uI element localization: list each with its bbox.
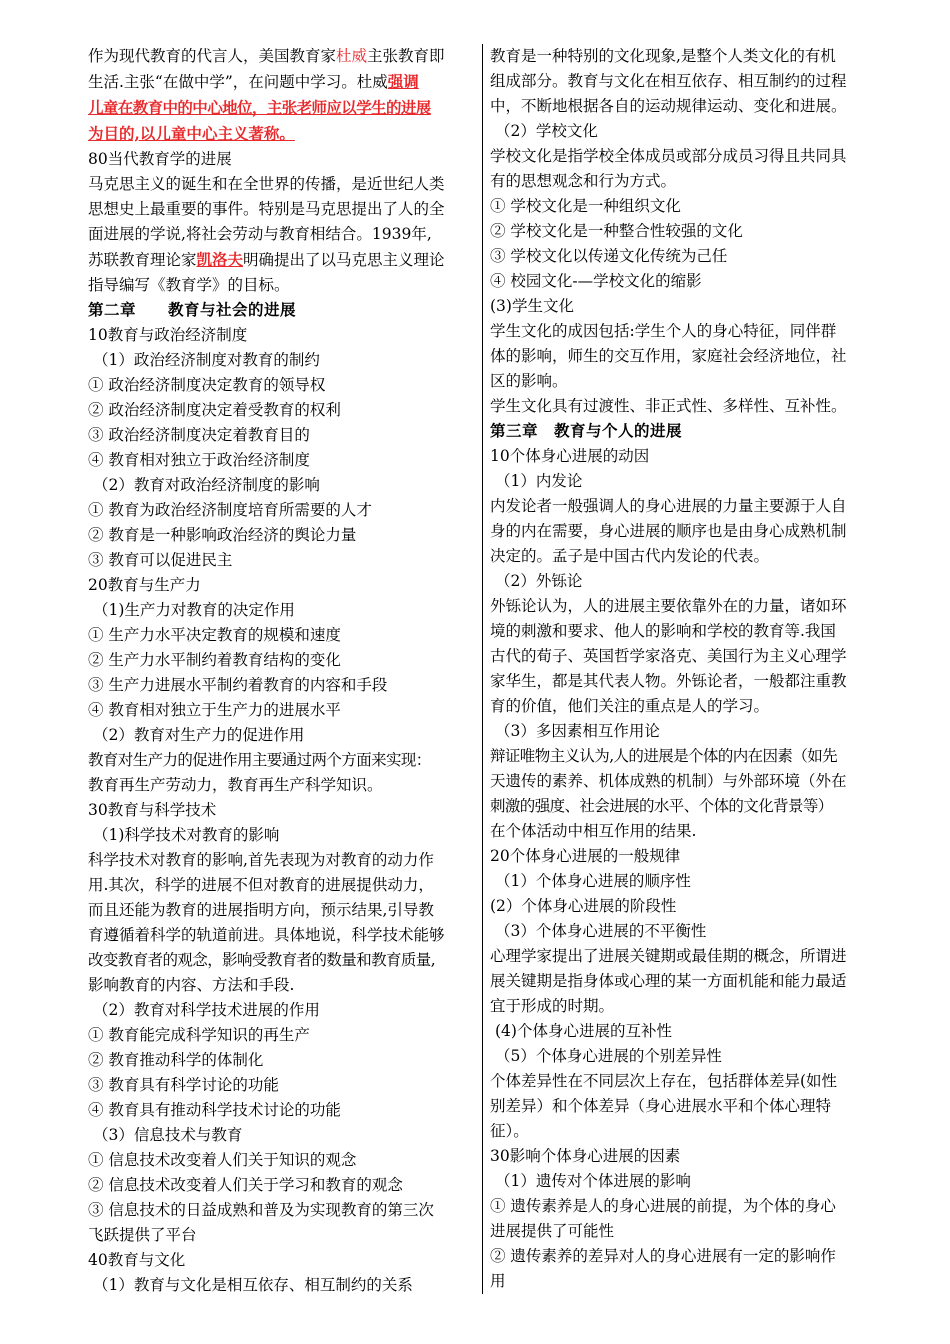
subsection-title: （1)科学技术对教育的影响: [93, 826, 280, 844]
text-line: 个体差异性在不同层次上存在，包括群体差异(如性: [490, 1072, 838, 1090]
text-line: 内发论者一般强调人的身心进展的力量主要源于人自: [490, 497, 847, 515]
section-title: 30教育与科学技术: [88, 801, 217, 819]
left-column: [88, 44, 475, 1298]
emphasis-text: 儿童在教育中的中心地位，主张老师应以学生的进展: [88, 98, 431, 117]
text-line: 辩证唯物主义认为,人的进展是个体的内在因素（如先: [490, 747, 838, 765]
text-line: 用.其次，科学的进展不但对教育的进展提供动力，: [88, 876, 434, 894]
text-line: 展关键期是指身体或心理的某一方面机能和能力最适: [490, 972, 847, 990]
list-item: ④ 校园文化-—学校文化的缩影: [490, 272, 702, 290]
section-title: 80当代教育学的进展: [88, 150, 232, 168]
list-item: ① 学校文化是一种组织文化: [490, 197, 681, 215]
subsection-title: （2）教育对生产力的促进作用: [93, 726, 305, 744]
text-line: 思想史上最重要的事件。特别是马克思提出了人的全: [88, 200, 445, 218]
subsection-title: (2）个体身心进展的阶段性: [490, 897, 677, 915]
section-title: 10教育与政治经济制度: [88, 326, 248, 344]
section-title: 20个体身心进展的一般规律: [490, 847, 681, 865]
list-item: ① 信息技术改变着人们关于知识的观念: [88, 1151, 357, 1169]
text-line: 宜于形成的时期。: [490, 997, 615, 1015]
subsection-title: （3）多因素相互作用论: [495, 722, 660, 740]
text-line: 学生文化的成因包括:学生个人的身心特征，同伴群: [490, 322, 837, 340]
subsection-title: （2）学校文化: [495, 122, 598, 140]
list-item: ② 生产力水平制约着教育结构的变化: [88, 651, 341, 669]
section-title: 40教育与文化: [88, 1251, 186, 1269]
subsection-title: （1）个体身心进展的顺序性: [495, 872, 691, 890]
list-item: ④ 教育具有推动科学技术讨论的功能: [88, 1101, 341, 1119]
text-line: 教育对生产力的促进作用主要通过两个方面来实现：: [88, 751, 431, 769]
text-line: 中，不断地根据各自的运动规律运动、变化和进展。: [490, 97, 847, 115]
text-line: 境的刺激和要求、他人的影响和学校的教育等.我国: [490, 622, 836, 640]
text-line: 马克思主义的诞生和在全世界的传播，是近世纪人类: [88, 175, 445, 193]
text-line: 指导编写《教育学》的目标。: [88, 276, 290, 294]
text-line: [88, 247, 475, 273]
subsection-title: (3)学生文化: [490, 297, 574, 315]
list-item: ① 遗传素养是人的身心进展的前提，为个体的身心: [490, 1197, 836, 1215]
text-line: 改变教育者的观念，影响受教育者的数量和教育质量,: [88, 951, 436, 969]
text-segment: 苏联教育理论家: [88, 251, 197, 269]
text-line: 征）。: [490, 1122, 529, 1140]
list-item: ② 学校文化是一种整合性较强的文化: [490, 222, 743, 240]
chapter-heading: 第三章 教育与个人的进展: [490, 422, 683, 440]
text-segment: 生活.主张“在做中学”，在问题中学习。杜威: [88, 73, 388, 91]
text-line: [88, 69, 475, 95]
text-line: 学生文化具有过渡性、非正式性、多样性、互补性。: [490, 397, 847, 415]
text-line: 影响教育的内容、方法和手段.: [88, 976, 295, 994]
list-item: ① 教育能完成科学知识的再生产: [88, 1026, 310, 1044]
text-line: 古代的荀子、英国哲学家洛克、美国行为主义心理学: [490, 647, 847, 665]
text-line: 科学技术对教育的影响,首先表现为对教育的动力作: [88, 851, 434, 869]
text-line: 决定的。孟子是中国古代内发论的代表。: [490, 547, 770, 565]
emphasis-line: [88, 95, 475, 121]
text-line: 面进展的学说,将社会劳动与教育相结合。1939年,: [88, 225, 432, 243]
text-line: 天遗传的素养、机体成熟的机制）与外部环境（外在: [490, 772, 847, 790]
list-item: ③ 学校文化以传递文化传统为己任: [490, 247, 728, 265]
list-item: ② 教育是一种影响政治经济的舆论力量: [88, 526, 357, 544]
subsection-title: （1)生产力对教育的决定作用: [93, 601, 295, 619]
section-title: 10个体身心进展的动因: [490, 447, 650, 465]
list-item: ③ 信息技术的日益成熟和普及为实现教育的第三次: [88, 1201, 434, 1219]
list-item: ② 遗传素养的差异对人的身心进展有一定的影响作: [490, 1247, 836, 1265]
text-line: 体的影响，师生的交互作用，家庭社会经济地位，社: [490, 347, 847, 365]
subsection-title: （3）信息技术与教育: [93, 1126, 243, 1144]
text-line: 学校文化是指学校全体成员或部分成员习得且共同具: [490, 147, 847, 165]
text-line: 有的思想观念和行为方式。: [490, 172, 677, 190]
list-item: ① 生产力水平决定教育的规模和速度: [88, 626, 341, 644]
list-item: ① 政治经济制度决定教育的领导权: [88, 376, 326, 394]
text-line: 而且还能为教育的进展指明方向，预示结果,引导教: [88, 901, 434, 919]
highlight-kairov: 凯洛夫: [196, 250, 244, 269]
subsection-title: (4)个体身心进展的互补性: [495, 1022, 672, 1040]
text-line: 家华生，都是其代表人物。外铄论者，一般都注重教: [490, 672, 847, 690]
text-line: [88, 44, 475, 69]
list-item: ④ 教育相对独立于政治经济制度: [88, 451, 310, 469]
column-divider: [482, 44, 483, 1294]
text-segment: 作为现代教育的代言人，美国教育家: [88, 47, 337, 65]
list-item: ② 政治经济制度决定着受教育的权利: [88, 401, 341, 419]
text-line: 组成部分。教育与文化在相互依存、相互制约的过程: [490, 72, 847, 90]
text-segment: 主张教育即: [367, 47, 445, 65]
list-item: ④ 教育相对独立于生产力的进展水平: [88, 701, 341, 719]
subsection-title: （1）遗传对个体进展的影响: [495, 1172, 691, 1190]
text-line: 身的内在需要，身心进展的顺序也是由身心成熟机制: [490, 522, 847, 540]
text-line: 用: [490, 1272, 506, 1290]
text-line: 外铄论认为，人的进展主要依靠外在的力量，诸如环: [490, 597, 847, 615]
text-line: 教育再生产劳动力，教育再生产科学知识。: [88, 776, 383, 794]
subsection-title: （1）内发论: [495, 472, 583, 490]
section-title: 30影响个体身心进展的因素: [490, 1147, 681, 1165]
text-line: 心理学家提出了进展关键期或最佳期的概念，所谓进: [490, 947, 847, 965]
text-line: 育的价值，他们关注的重点是人的学习。: [490, 697, 770, 715]
subsection-title: （2）教育对科学技术进展的作用: [93, 1001, 320, 1019]
text-line: 刺激的强度、社会进展的水平、个体的文化背景等）: [490, 797, 833, 815]
list-item: ① 教育为政治经济制度培育所需要的人才: [88, 501, 372, 519]
text-line: 育遵循着科学的轨道前进。具体地说，科学技术能够: [88, 926, 445, 944]
text-segment: 明确提出了以马克思主义理论: [243, 251, 445, 269]
subsection-title: （5）个体身心进展的个别差异性: [495, 1047, 722, 1065]
list-item: ② 信息技术改变着人们关于学习和教育的观念: [88, 1176, 403, 1194]
text-line: 进展提供了可能性: [490, 1222, 615, 1240]
text-line: 教育是一种特别的文化现象,是整个人类文化的有机: [490, 47, 836, 65]
text-line: 区的影响。: [490, 372, 568, 390]
highlight-dewey: 杜威: [336, 47, 368, 65]
subsection-title: （3）个体身心进展的不平衡性: [495, 922, 707, 940]
chapter-heading: 第二章 教育与社会的进展: [88, 301, 297, 319]
emphasis-text: 为目的,以儿童中心主义著称。: [88, 124, 295, 143]
emphasis-text: 强调: [387, 72, 419, 91]
list-item: ② 教育推动科学的体制化: [88, 1051, 264, 1069]
list-item: ③ 教育可以促进民主: [88, 551, 233, 569]
subsection-title: （1）政治经济制度对教育的制约: [93, 351, 320, 369]
text-line: 在个体活动中相互作用的结果.: [490, 822, 697, 840]
text-line: 别差异）和个体差异（身心进展水平和个体心理特: [490, 1097, 832, 1115]
text-line: 飞跃提供了平台: [88, 1226, 197, 1244]
list-item: ③ 政治经济制度决定着教育目的: [88, 426, 310, 444]
subsection-title: （2）外铄论: [495, 572, 583, 590]
emphasis-line: [88, 121, 475, 147]
list-item: ③ 生产力进展水平制约着教育的内容和手段: [88, 676, 388, 694]
subsection-title: （2）教育对政治经济制度的影响: [93, 476, 320, 494]
right-column: [490, 44, 880, 1294]
list-item: ③ 教育具有科学讨论的功能: [88, 1076, 279, 1094]
section-title: 20教育与生产力: [88, 576, 201, 594]
subsection-title: （1）教育与文化是相互依存、相互制约的关系: [93, 1276, 413, 1294]
